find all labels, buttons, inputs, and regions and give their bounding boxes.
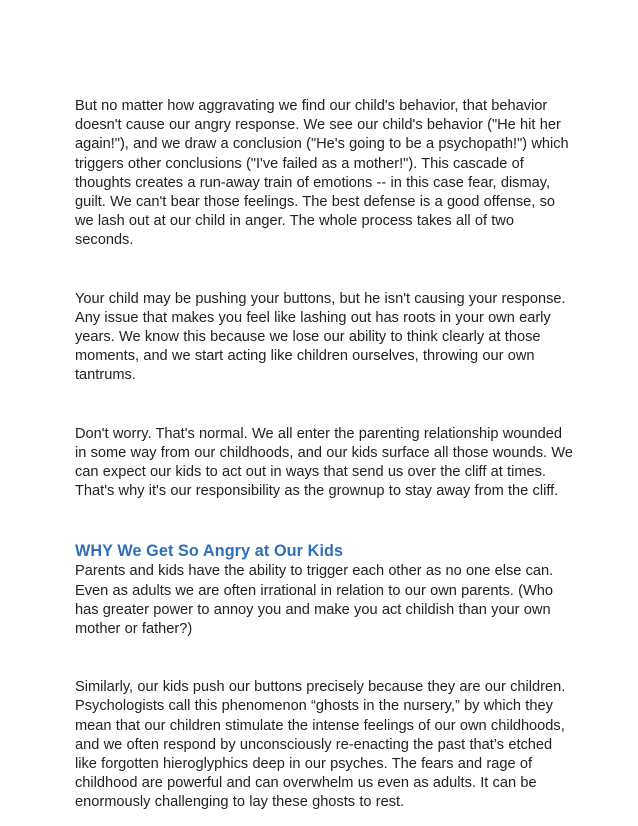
paragraph-dont-worry: Don't worry. That's normal. We all enter the parenting relationship wounded in some way from our childhoods, and our kids surface all those wounds. We can expect our kids to act out in ways that send us over the cliff at times. That's why it's our responsibility as the grownup to stay away from the cliff.: [75, 425, 573, 500]
section-heading: WHY We Get So Angry at Our Kids: [75, 542, 344, 561]
paragraph-spacer: [75, 251, 575, 290]
paragraph-spacer: [75, 386, 575, 425]
paragraph-angry-response: But no matter how aggravating we find our child's behavior, that behavior doesn't cause our angry response. We see our child's behavior ("He hit her again!"), and we draw a conclusion ("He's going to be a psychopath!") which triggers other conclusions ("I've failed as a mother!"). This cascade of thoughts creates a run-away train of emotions -- in this case fear, dismay, guilt. We can't bear those feelings. The best defense is a good offense, so we lash out at our child in anger. The whole process takes all of two seconds.: [75, 98, 569, 249]
paragraph-spacer: [75, 639, 575, 678]
paragraph-spacer: [75, 501, 575, 540]
paragraph-parents-and-kids: Parents and kids have the ability to trigger each other as no one else can. Even as adults we are often irrational in relation to our own parents. (Who has greater power to annoy you and make you act childish than your own mother or father?): [75, 563, 554, 638]
paragraph-pushing-buttons: Your child may be pushing your buttons, but he isn't causing your response. Any issue that makes you feel like lashing out has roots in your own early years. We know this because we lose our ability to think clearly at those moments, and we start acting like children ourselves, throwing our own tantrums.: [75, 290, 566, 384]
paragraph-ghosts-in-nursery: Similarly, our kids push our buttons precisely because they are our children. Psychologists call this phenomenon “ghosts in the nursery,” by which they mean that our children stimulate the intense feelings of our own childhoods, and we often respond by unconsciously re-enacting the past that’s etched like forgotten hieroglyphics deep in our psyches. The fears and rage of childhood are powerful and can overwhelm us even as adults. It can be enormously challenging to lay these ghosts to rest.: [75, 679, 566, 811]
document-body: [75, 97, 575, 813]
